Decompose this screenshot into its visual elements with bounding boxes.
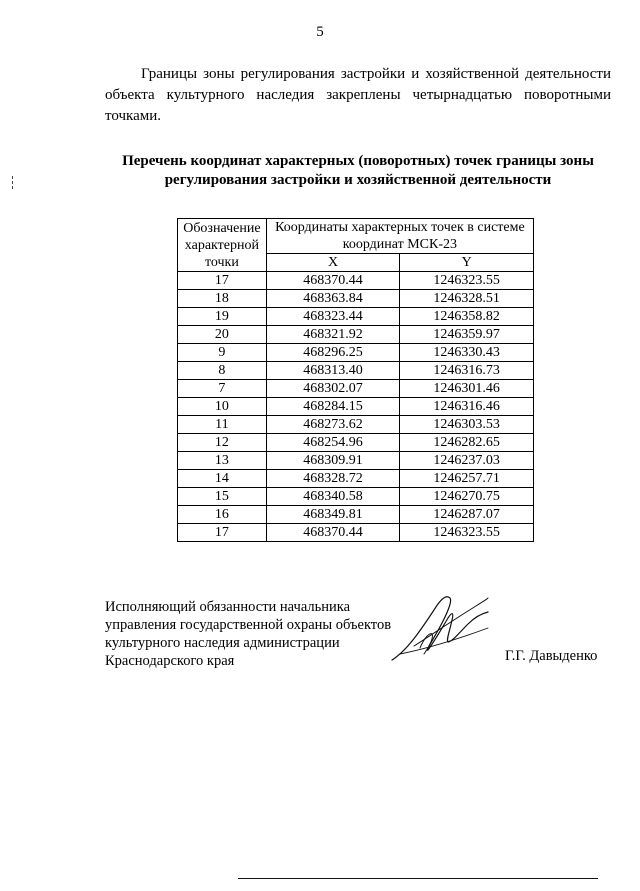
table-row bbox=[178, 416, 534, 434]
heading-line-2: регулирования застройки и хозяйственной деятельности bbox=[164, 172, 552, 188]
handwritten-signature bbox=[390, 588, 490, 668]
x-coordinate-cell: 468370.44 bbox=[266, 272, 400, 290]
table-row bbox=[178, 398, 534, 416]
y-coordinate-cell: 1246359.97 bbox=[400, 326, 534, 344]
point-id-cell: 11 bbox=[178, 416, 267, 434]
y-coordinate-cell: 1246282.65 bbox=[400, 434, 534, 452]
point-id-cell: 17 bbox=[178, 272, 267, 290]
table-header-row bbox=[178, 219, 534, 254]
y-coordinate-cell: 1246287.07 bbox=[400, 506, 534, 524]
x-coordinate-cell: 468284.15 bbox=[266, 398, 400, 416]
table-row bbox=[178, 326, 534, 344]
y-coordinate-cell: 1246328.51 bbox=[400, 290, 534, 308]
table-row bbox=[178, 272, 534, 290]
header-point-designation bbox=[178, 219, 267, 272]
x-coordinate-cell: 468323.44 bbox=[266, 308, 400, 326]
x-coordinate-cell: 468363.84 bbox=[266, 290, 400, 308]
x-coordinate-cell: 468328.72 bbox=[266, 470, 400, 488]
header-coordinates bbox=[266, 219, 533, 254]
coordinates-table bbox=[177, 218, 534, 542]
point-id-cell: 18 bbox=[178, 290, 267, 308]
x-coordinate-cell: 468254.96 bbox=[266, 434, 400, 452]
header-point-line-2: характерной bbox=[184, 237, 259, 253]
point-id-cell: 15 bbox=[178, 488, 267, 506]
signer-title-line-2: управления государственной охраны объектов bbox=[105, 617, 392, 633]
y-coordinate-cell: 1246316.46 bbox=[400, 398, 534, 416]
table-row bbox=[178, 506, 534, 524]
y-coordinate-cell: 1246257.71 bbox=[400, 470, 534, 488]
table-row bbox=[178, 290, 534, 308]
table-row bbox=[178, 380, 534, 398]
page-number: 5 bbox=[316, 24, 324, 40]
y-coordinate-cell: 1246237.03 bbox=[400, 452, 534, 470]
point-id-cell: 14 bbox=[178, 470, 267, 488]
point-id-cell: 13 bbox=[178, 452, 267, 470]
point-id-cell: 9 bbox=[178, 344, 267, 362]
point-id-cell: 8 bbox=[178, 362, 267, 380]
y-coordinate-cell: 1246301.46 bbox=[400, 380, 534, 398]
point-id-cell: 12 bbox=[178, 434, 267, 452]
table-row bbox=[178, 470, 534, 488]
y-coordinate-cell: 1246316.73 bbox=[400, 362, 534, 380]
y-coordinate-cell: 1246330.43 bbox=[400, 344, 534, 362]
x-coordinate-cell: 468370.44 bbox=[266, 524, 400, 542]
x-coordinate-cell: 468313.40 bbox=[266, 362, 400, 380]
x-coordinate-cell: 468273.62 bbox=[266, 416, 400, 434]
header-coordinates-line-1: Координаты характерных точек в системе bbox=[275, 220, 525, 235]
point-id-cell: 10 bbox=[178, 398, 267, 416]
table-row bbox=[178, 434, 534, 452]
point-id-cell: 16 bbox=[178, 506, 267, 524]
x-coordinate-cell: 468302.07 bbox=[266, 380, 400, 398]
signer-name: Г.Г. Давыденко bbox=[505, 648, 598, 664]
table-row bbox=[178, 488, 534, 506]
y-coordinate-cell: 1246270.75 bbox=[400, 488, 534, 506]
margin-mark bbox=[12, 176, 14, 189]
y-coordinate-cell: 1246358.82 bbox=[400, 308, 534, 326]
y-coordinate-cell: 1246323.55 bbox=[400, 524, 534, 542]
header-point-line-3: точки bbox=[204, 254, 239, 270]
header-coordinates-line-2: координат МСК-23 bbox=[342, 237, 458, 252]
heading-line-1: Перечень координат характерных (поворотных) точек границы зоны bbox=[122, 153, 594, 169]
x-coordinate-cell: 468340.58 bbox=[266, 488, 400, 506]
signer-title-line-3: культурного наследия администрации bbox=[105, 635, 340, 651]
y-coordinate-cell: 1246303.53 bbox=[400, 416, 534, 434]
y-coordinate-cell: 1246323.55 bbox=[400, 272, 534, 290]
header-x: X bbox=[266, 254, 400, 272]
table-heading bbox=[105, 152, 611, 190]
footer-rule bbox=[238, 878, 598, 879]
x-coordinate-cell: 468321.92 bbox=[266, 326, 400, 344]
x-coordinate-cell: 468349.81 bbox=[266, 506, 400, 524]
point-id-cell: 17 bbox=[178, 524, 267, 542]
signer-title-line-4: Краснодарского края bbox=[105, 653, 235, 669]
table-row bbox=[178, 362, 534, 380]
x-coordinate-cell: 468296.25 bbox=[266, 344, 400, 362]
header-y: Y bbox=[400, 254, 534, 272]
table-row bbox=[178, 308, 534, 326]
table-body bbox=[178, 272, 534, 542]
signature-block bbox=[105, 598, 391, 670]
intro-paragraph: Границы зоны регулирования застройки и хозяйственной деятельности объекта культурного наследия закреплены четырнадцатью поворотными точками. bbox=[105, 66, 611, 124]
x-coordinate-cell: 468309.91 bbox=[266, 452, 400, 470]
signer-title-line-1: Исполняющий обязанности начальника bbox=[105, 599, 351, 615]
table-row bbox=[178, 344, 534, 362]
table-row bbox=[178, 524, 534, 542]
point-id-cell: 20 bbox=[178, 326, 267, 344]
header-point-line-1: Обозначение bbox=[183, 220, 261, 236]
point-id-cell: 7 bbox=[178, 380, 267, 398]
point-id-cell: 19 bbox=[178, 308, 267, 326]
table-row bbox=[178, 452, 534, 470]
